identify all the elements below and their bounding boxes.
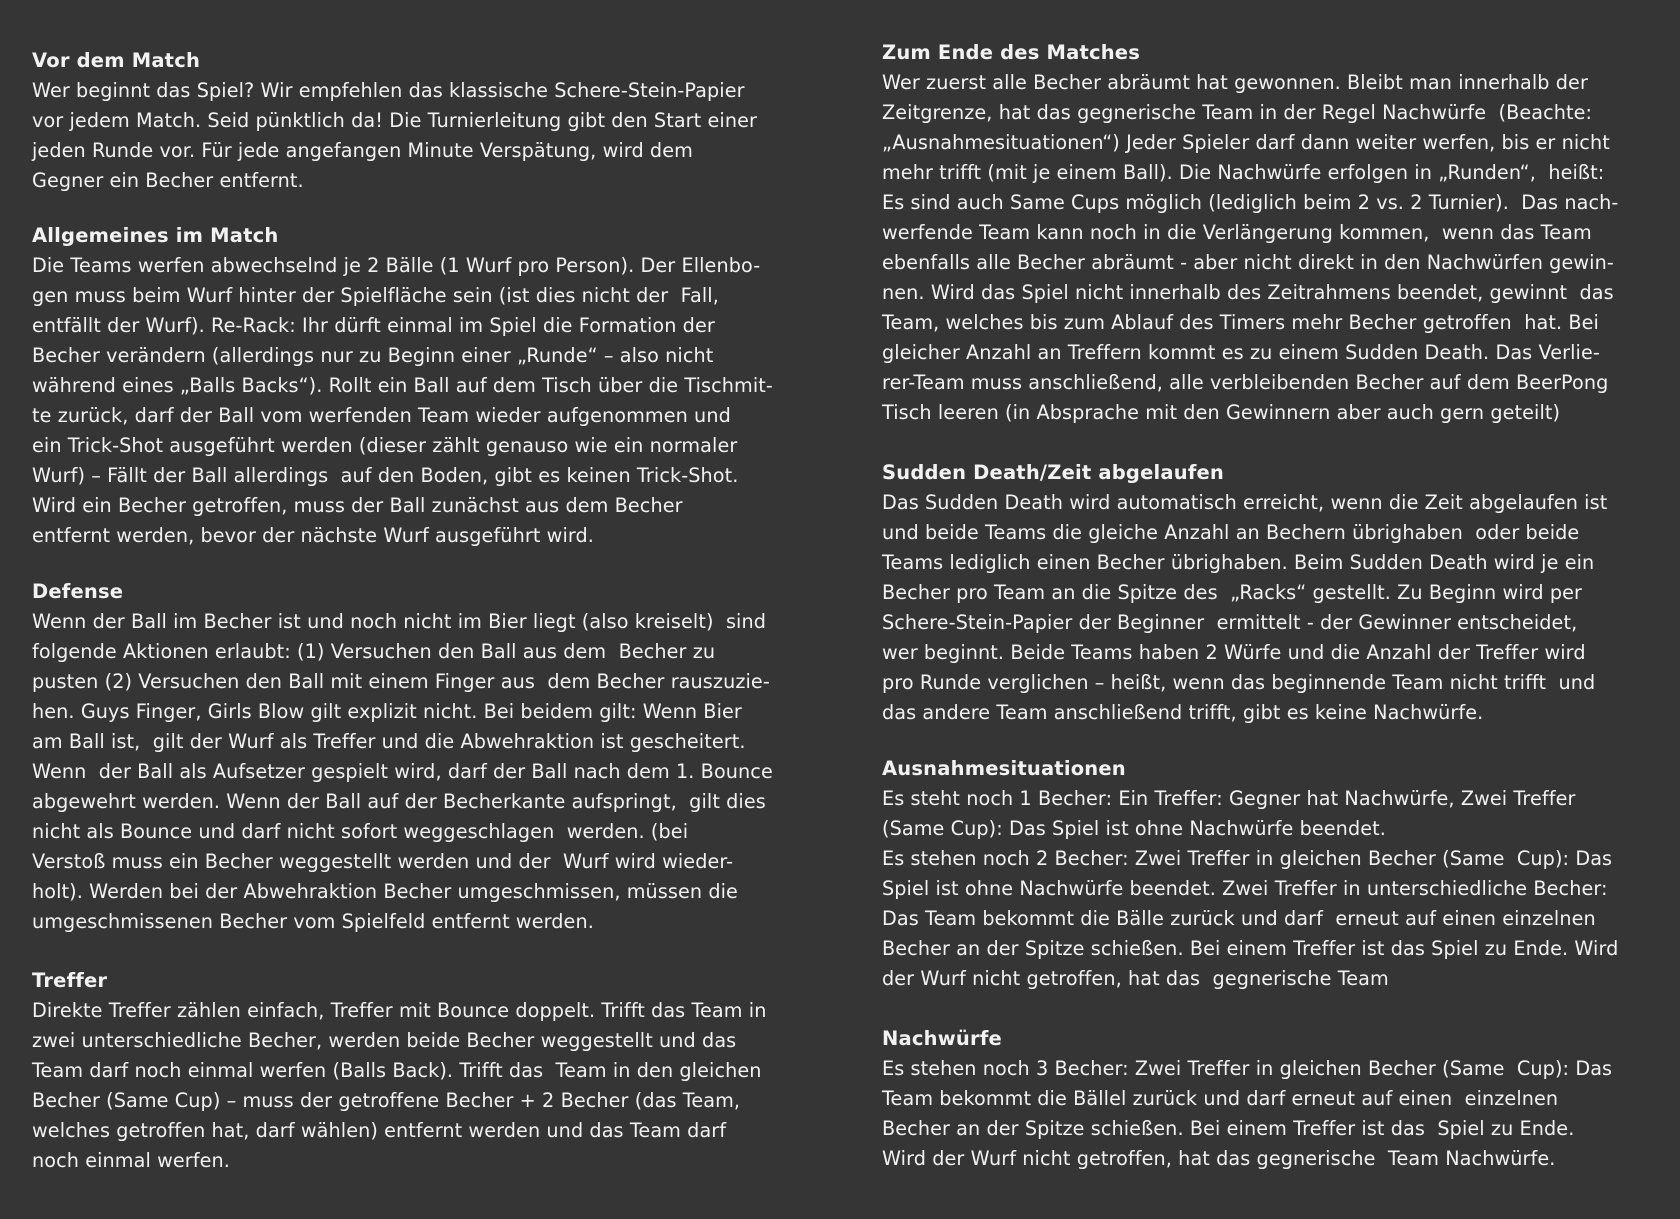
text-line: Becher (Same Cup) – muss der getroffene Becher + 2 Becher (das Team, bbox=[32, 1089, 741, 1112]
section-heading: Treffer bbox=[32, 969, 108, 992]
text-line: Wer zuerst alle Becher abräumt hat gewonnen. Bleibt man innerhalb der bbox=[882, 71, 1588, 94]
text-line: Team darf noch einmal werfen (Balls Back). Trifft das Team in den gleichen bbox=[32, 1059, 762, 1082]
text-line: am Ball ist, gilt der Wurf als Treffer und die Abwehraktion ist gescheitert. bbox=[32, 730, 746, 753]
text-line: Wird der Wurf nicht getroffen, hat das gegnerische Team Nachwürfe. bbox=[882, 1147, 1556, 1170]
text-line: gleicher Anzahl an Treffern kommt es zu einem Sudden Death. Das Verlie- bbox=[882, 341, 1600, 364]
section-heading: Sudden Death/Zeit abgelaufen bbox=[882, 461, 1225, 484]
text-line: welches getroffen hat, darf wählen) entfernt werden und das Team darf bbox=[32, 1119, 727, 1142]
text-line: Becher verändern (allerdings nur zu Beginn einer „Runde“ – also nicht bbox=[32, 344, 714, 367]
text-line: entfernt werden, bevor der nächste Wurf ausgeführt wird. bbox=[32, 524, 594, 547]
text-line: während eines „Balls Backs“). Rollt ein Ball auf dem Tisch über die Tischmit- bbox=[32, 374, 773, 397]
text-line: Das Sudden Death wird automatisch erreicht, wenn die Zeit abgelaufen ist bbox=[882, 491, 1608, 514]
text-line: Becher pro Team an die Spitze des „Racks“ gestellt. Zu Beginn wird per bbox=[882, 581, 1583, 604]
text-line: gen muss beim Wurf hinter der Spielfläche sein (ist dies nicht der Fall, bbox=[32, 284, 719, 307]
text-line: jeden Runde vor. Für jede angefangen Minute Verspätung, wird dem bbox=[32, 139, 693, 162]
text-line: wer beginnt. Beide Teams haben 2 Würfe und die Anzahl der Treffer wird bbox=[882, 641, 1586, 664]
text-line: pro Runde verglichen – heißt, wenn das beginnende Team nicht trifft und bbox=[882, 671, 1596, 694]
text-line: Team, welches bis zum Ablauf des Timers mehr Becher getroffen hat. Bei bbox=[882, 311, 1599, 334]
text-line: Becher an der Spitze schießen. Bei einem Treffer ist das Spiel zu Ende. Wird bbox=[882, 937, 1619, 960]
text-line: Verstoß muss ein Becher weggestellt werden und der Wurf wird wieder- bbox=[32, 850, 734, 873]
text-line: holt). Werden bei der Abwehraktion Becher umgeschmissen, müssen die bbox=[32, 880, 738, 903]
section-vor-dem-match bbox=[32, 46, 812, 196]
text-line: Tisch leeren (in Absprache mit den Gewinnern aber auch gern geteilt) bbox=[882, 401, 1561, 424]
text-line: Zeitgrenze, hat das gegnerische Team in der Regel Nachwürfe (Beachte: bbox=[882, 101, 1593, 124]
text-line: Es stehen noch 3 Becher: Zwei Treffer in gleichen Becher (Same Cup): Das bbox=[882, 1057, 1613, 1080]
section-heading: Nachwürfe bbox=[882, 1027, 1002, 1050]
text-line: „Ausnahmesituationen“) Jeder Spieler darf dann weiter werfen, bis er nicht bbox=[882, 131, 1610, 154]
text-line: werfende Team kann noch in die Verlängerung kommen, wenn das Team bbox=[882, 221, 1592, 244]
text-line: nicht als Bounce und darf nicht sofort weggeschlagen werden. (bei bbox=[32, 820, 689, 843]
text-line: Es stehen noch 2 Becher: Zwei Treffer in gleichen Becher (Same Cup): Das bbox=[882, 847, 1613, 870]
text-line: Spiel ist ohne Nachwürfe beendet. Zwei Treffer in unterschiedliche Becher: bbox=[882, 877, 1608, 900]
section-heading: Vor dem Match bbox=[32, 49, 201, 72]
section-heading: Zum Ende des Matches bbox=[882, 41, 1141, 64]
text-line: Gegner ein Becher entfernt. bbox=[32, 169, 304, 192]
text-line: Die Teams werfen abwechselnd je 2 Bälle (1 Wurf pro Person). Der Ellenbo- bbox=[32, 254, 761, 277]
text-line: Das Team bekommt die Bälle zurück und darf erneut auf einen einzelnen bbox=[882, 907, 1596, 930]
section-allgemeines bbox=[32, 221, 812, 551]
section-zum-ende bbox=[882, 38, 1667, 428]
text-line: ebenfalls alle Becher abräumt - aber nicht direkt in den Nachwürfen gewin- bbox=[882, 251, 1614, 274]
section-ausnahmesituationen bbox=[882, 754, 1667, 994]
text-line: Wurf) – Fällt der Ball allerdings auf den Boden, gibt es keinen Trick-Shot. bbox=[32, 464, 739, 487]
section-defense bbox=[32, 577, 812, 937]
text-line: mehr trifft (mit je einem Ball). Die Nachwürfe erfolgen in „Runden“, heißt: bbox=[882, 161, 1605, 184]
text-line: ein Trick-Shot ausgeführt werden (dieser zählt genauso wie ein normaler bbox=[32, 434, 738, 457]
section-sudden-death bbox=[882, 458, 1667, 728]
section-heading: Ausnahmesituationen bbox=[882, 757, 1126, 780]
text-line: Teams lediglich einen Becher übrighaben. Beim Sudden Death wird je ein bbox=[882, 551, 1595, 574]
text-line: pusten (2) Versuchen den Ball mit einem Finger aus dem Becher rauszuzie- bbox=[32, 670, 770, 693]
text-line: Becher an der Spitze schießen. Bei einem Treffer ist das Spiel zu Ende. bbox=[882, 1117, 1575, 1140]
section-heading: Defense bbox=[32, 580, 124, 603]
text-line: folgende Aktionen erlaubt: (1) Versuchen den Ball aus dem Becher zu bbox=[32, 640, 716, 663]
section-heading: Allgemeines im Match bbox=[32, 224, 279, 247]
section-treffer bbox=[32, 966, 812, 1176]
text-line: (Same Cup): Das Spiel ist ohne Nachwürfe beendet. bbox=[882, 817, 1386, 840]
text-line: Team bekommt die Bällel zurück und darf erneut auf einen einzelnen bbox=[882, 1087, 1559, 1110]
text-line: te zurück, darf der Ball vom werfenden Team wieder aufgenommen und bbox=[32, 404, 731, 427]
text-line: Direkte Treffer zählen einfach, Treffer mit Bounce doppelt. Trifft das Team in bbox=[32, 999, 767, 1022]
text-line: Wenn der Ball als Aufsetzer gespielt wird, darf der Ball nach dem 1. Bounce bbox=[32, 760, 773, 783]
text-line: entfällt der Wurf). Re-Rack: Ihr dürft einmal im Spiel die Formation der bbox=[32, 314, 715, 337]
text-line: Schere-Stein-Papier der Beginner ermittelt - der Gewinner entscheidet, bbox=[882, 611, 1578, 634]
text-line: Wird ein Becher getroffen, muss der Ball zunächst aus dem Becher bbox=[32, 494, 683, 517]
text-line: rer-Team muss anschließend, alle verbleibenden Becher auf dem BeerPong bbox=[882, 371, 1609, 394]
text-line: zwei unterschiedliche Becher, werden beide Becher weggestellt und das bbox=[32, 1029, 737, 1052]
text-line: nen. Wird das Spiel nicht innerhalb des Zeitrahmens beendet, gewinnt das bbox=[882, 281, 1614, 304]
text-line: der Wurf nicht getroffen, hat das gegnerische Team bbox=[882, 967, 1389, 990]
text-line: Wenn der Ball im Becher ist und noch nicht im Bier liegt (also kreiselt) sind bbox=[32, 610, 767, 633]
text-line: vor jedem Match. Seid pünktlich da! Die Turnierleitung gibt den Start einer bbox=[32, 109, 757, 132]
text-line: Es sind auch Same Cups möglich (lediglich beim 2 vs. 2 Turnier). Das nach- bbox=[882, 191, 1619, 214]
text-line: hen. Guys Finger, Girls Blow gilt explizit nicht. Bei beidem gilt: Wenn Bier bbox=[32, 700, 742, 723]
text-line: Wer beginnt das Spiel? Wir empfehlen das klassische Schere-Stein-Papier bbox=[32, 79, 745, 102]
text-line: abgewehrt werden. Wenn der Ball auf der Becherkante aufspringt, gilt dies bbox=[32, 790, 766, 813]
text-line: und beide Teams die gleiche Anzahl an Bechern übrighaben oder beide bbox=[882, 521, 1580, 544]
section-nachwuerfe bbox=[882, 1024, 1667, 1174]
text-line: noch einmal werfen. bbox=[32, 1149, 230, 1172]
text-line: das andere Team anschließend trifft, gibt es keine Nachwürfe. bbox=[882, 701, 1484, 724]
text-line: Es steht noch 1 Becher: Ein Treffer: Gegner hat Nachwürfe, Zwei Treffer bbox=[882, 787, 1576, 810]
text-line: umgeschmissenen Becher vom Spielfeld entfernt werden. bbox=[32, 910, 594, 933]
